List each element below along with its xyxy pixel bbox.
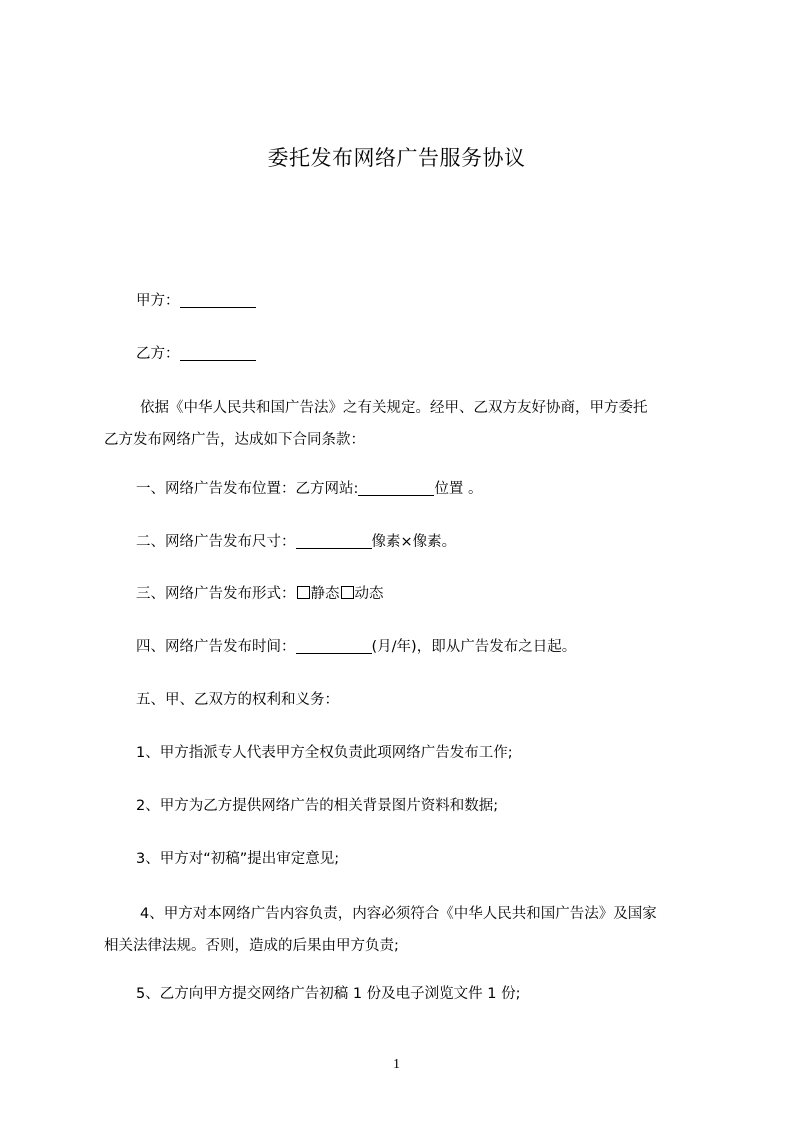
item-4-paragraph (104, 898, 704, 962)
item-3: 3、甲方对“初稿”提出审定意见; (136, 851, 340, 867)
party-b-line (136, 344, 256, 364)
party-a-line (136, 291, 256, 311)
clause-4-suffix: (月/年)，即从广告发布之日起。 (371, 639, 577, 655)
party-a-blank (180, 293, 256, 308)
dynamic-checkbox[interactable] (341, 586, 354, 599)
clause-4-blank (296, 639, 372, 654)
item-4-line-1: 4、甲方对本网络广告内容负责，内容必须符合《中华人民共和国广告法》及国家 (140, 906, 657, 922)
party-a-label: 甲方： (136, 293, 180, 309)
clause-1-blank (358, 481, 434, 496)
clause-2 (136, 532, 456, 552)
document-title: 委托发布网络广告服务协议 (267, 146, 526, 170)
preamble-paragraph (104, 392, 704, 456)
clause-1 (136, 479, 483, 499)
item-1: 1、甲方指派专人代表甲方全权负责此项网络广告发布工作; (136, 745, 513, 761)
item-4-line-2: 相关法律法规。否则，造成的后果由甲方负责; (104, 938, 399, 954)
clause-1-prefix: 一、网络广告发布位置：乙方网站: (136, 481, 359, 497)
clause-3-option-dynamic: 动态 (354, 586, 384, 602)
clause-3-prefix: 三、网络广告发布形式： (136, 586, 296, 602)
clause-2-prefix: 二、网络广告发布尺寸： (136, 534, 296, 550)
page-number: 1 (393, 1057, 400, 1072)
party-b-label: 乙方： (136, 346, 180, 362)
preamble-line-2: 乙方发布网络广告，达成如下合同条款： (104, 432, 365, 448)
item-2: 2、甲方为乙方提供网络广告的相关背景图片资料和数据; (136, 798, 499, 814)
clause-4-prefix: 四、网络广告发布时间： (136, 639, 296, 655)
clause-3 (136, 584, 384, 604)
party-b-blank (180, 346, 256, 361)
preamble-line-1: 依据《中华人民共和国广告法》之有关规定。经甲、乙双方友好协商，甲方委托 (140, 400, 648, 416)
clause-4 (136, 637, 576, 657)
static-checkbox[interactable] (297, 586, 310, 599)
clause-5: 五、甲、乙双方的权利和义务： (136, 692, 339, 708)
clause-3-option-static: 静态 (310, 586, 340, 602)
clause-2-suffix: 像素×像素。 (371, 534, 457, 550)
clause-2-blank (296, 534, 372, 549)
item-5: 5、乙方向甲方提交网络广告初稿 1 份及电子浏览文件 1 份; (136, 986, 521, 1002)
clause-1-suffix: 位置 。 (434, 481, 483, 497)
